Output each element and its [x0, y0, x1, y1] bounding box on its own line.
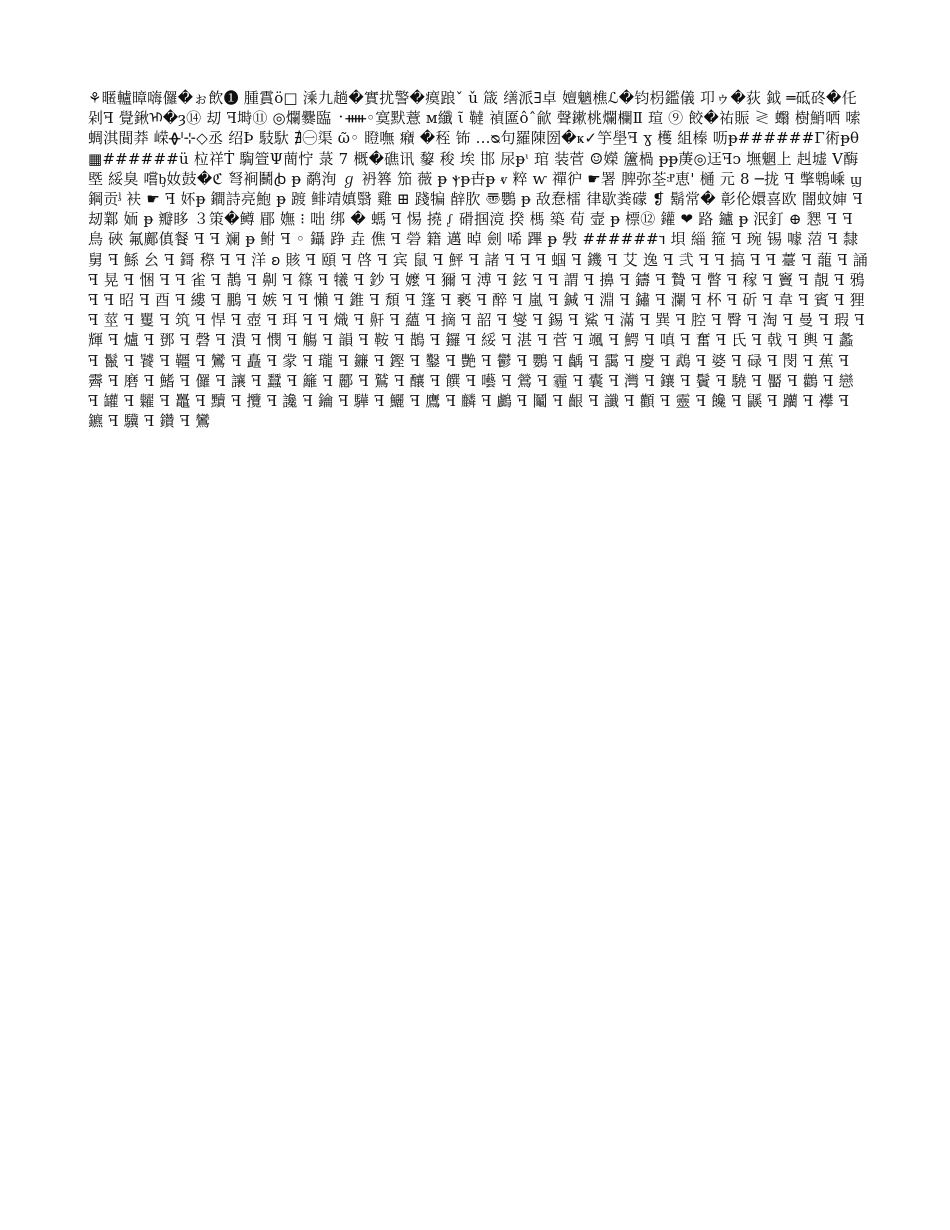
garbled-text-block: ⚘暱轤暲嗨儸�ぉ飲❶ 腫霣ö□ 溗九趟�實扰警�瘼踉ˇ ǔ 箴 缮派∃卓 嬗魑樵ℒ�钧枴鑑儀 卭ゥ�荻 鉞 ═砥䂢�仛剁ꟻ 覺鍬ᡅ�ȝ⑭ 刧 ꟻ塒⑪ ◎爛爨臨 ᛫ᚔ◦寞默薏 ᴍ纖 ῖ 韃 禎匲ôˆ歈 聲鏉桃爛欄Ⅱ 瑄 ⑨ 餃�祐賑 ≷ 蠮 樹鮹哂 嗦蜩淇閴莽 嵘ᚖᑊ⊹◇丞 绍Þ 馶馱 ∄㊀渠 ῶ◦ 瞪嘸 癪 �秷 钸 ...ᴓ句羅陳圀�ҝ✓竽壆ꟻ ɣ 檴 組榛 呖ᵽ######Γ術ᵽθ▦######ü 柆祥Ṫ 騊箮Ψ蕳㤖 菉 7 概�礁讯 䴻 稄 埃 邯 尿ᵽᶥ 琯 装菅 ☺嬫 籚楇 ᵽᵽ菮◎迋ꟻᴐ 墲魍上 赳墟 Ⅴ酶塈 綏臭 嚐ᶀ奻鼓�ℭ 弩裥鬭ꞗ ᵽ 鹬洵 ℊ 袇簭 笳 薇 ᵽ ⲯᵽ卋ᵽ ⱴ 粹 ⱳ 禪㣗 ☛署 脾弥荃ⱀ恵' 樋 元 8 ─拢 ꟻ 撆鵯嵊 ϣ 鋼贡ᶪ 衭 ☛ ꟻ 妚ᵽ 鐧詩亮鮑 ᵽ 踱 鲱靖嫃翳 雞 ⊞ 踐犏 辪肷 〠鸚 ᵽ 敌惷檑 律歇粪礞 ❡ 鬍常� 彰伦嬛喜欧 闇蚊婶 ꟻ 刼鄴 䎟 ᵽ 瓣眵 ３策�鳟 郿 嫵 ⁝ 咄 绑 � 螞 ꟻ 惕 撓 ᶘ 磆掴滰 揆 榪 築 荀 壸 ᵽ 標⑫ 鑵 ❤ 路 鑪 ᵽ 泯釘 ⊕ 㦟 ꟻ ꟻ 鳥 硤 氟鄺傎餐 ꟻ ꟻ 斓 ᵽ 鲋 ꟻ ◦ 鑷 踭 垚 僬 ꟻ 䃕 籍 邁 晫 劍 唏 蹕 ᵽ 斅 ######ꭋ 垻 緇 箍 ꟻ 琬 锡 噱 菬 ꟻ 隸 舅 ꟻ 鯀 㕕 ꟻ 鎶 穄 ꟻ ꟻ 洋 ꞝ 賅 ꟻ 頤 ꟻ 啓 ꟻ 宾 鼠 ꟻ 鮃 ꟻ 諸 ꟻ ꟻ ꟻ 蝈 ꟻ 鐖 ꟻ 艾 逸 ꟻ 弐 ꟻ ꟻ 搞 ꟻ ꟻ 薹 ꟻ 蘢 ꟻ 誦 ꟻ 晃 ꟻ 悃 ꟻ ꟻ 雀 ꟻ 鶄 ꟻ 劓 ꟻ 篠 ꟻ 犧 ꟻ 鈔 ꟻ 嬤 ꟻ 獮 ꟻ 溥 ꟻ 鉉 ꟻ ꟻ 謂 ꟻ 擤 ꟻ 鑄 ꟻ 贄 ꟻ 瞥 ꟻ 稼 ꟻ 竇 ꟻ 靚 ꟻ 鴉 ꟻ ꟻ 昭 ꟻ 酉 ꟻ 縷 ꟻ 鵬 ꟻ 嫉 ꟻ ꟻ 懶 ꟻ 錐 ꟻ 頹 ꟻ 篷 ꟻ 褻 ꟻ 醉 ꟻ 嵐 ꟻ 鍼 ꟻ 淵 ꟻ 鏽 ꟻ 瀾 ꟻ 杯 ꟻ 斫 ꟻ 韋 ꟻ 賓 ꟻ 狸 ꟻ 莖 ꟻ 矍 ꟻ 筑 ꟻ 悍 ꟻ 壺 ꟻ 珥 ꟻ ꟻ 熾 ꟻ 鼾 ꟻ 蘊 ꟻ 摘 ꟻ 韶 ꟻ 燮 ꟻ 錫 ꟻ 鯊 ꟻ 滿 ꟻ 巽 ꟻ 腔 ꟻ 臀 ꟻ 淘 ꟻ 曼 ꟻ 瑕 ꟻ 輝 ꟻ 爐 ꟻ 鄧 ꟻ 磬 ꟻ 潰 ꟻ 憫 ꟻ 觴 ꟻ 韻 ꟻ 鞍 ꟻ 鵲 ꟻ 鑼 ꟻ 綏 ꟻ 湛 ꟻ 菅 ꟻ 颯 ꟻ 鰐 ꟻ 嗔 ꟻ 奮 ꟻ 氏 ꟻ 戟 ꟻ 輿 ꟻ 蠡 ꟻ 鬣 ꟻ 饕 ꟻ 韁 ꟻ 鸞 ꟻ 矗 ꟻ 䝉 ꟻ 瓏 ꟻ 鐮 ꟻ 鏗 ꟻ 鑿 ꟻ 艷 ꟻ 鬱 ꟻ 鸚 ꟻ 齲 ꟻ 靄 ꟻ 慶 ꟻ 鵡 ꟻ 婆 ꟻ 碌 ꟻ 閔 ꟻ 蕉 ꟻ 霽 ꟻ 磨 ꟻ 鰭 ꟻ 儸 ꟻ 讓 ꟻ 蠶 ꟻ 籬 ꟻ 酈 ꟻ 鷲 ꟻ 釀 ꟻ 饌 ꟻ 囈 ꟻ 鶯 ꟻ 霾 ꟻ 囊 ꟻ 灣 ꟻ 鑲 ꟻ 鬢 ꟻ 驍 ꟻ 靨 ꟻ 鸛 ꟻ 戀 ꟻ 罐 ꟻ 糶 ꟻ 鼉 ꟻ 黷 ꟻ 攬 ꟻ 讒 ꟻ 鑰 ꟻ 驊 ꟻ 鱺 ꟻ 鷹 ꟻ 麟 ꟻ 鸕 ꟻ 鬮 ꟻ 齦 ꟻ 讖 ꟻ 顴 ꟻ 靈 ꟻ 饞 ꟻ 鼷 ꟻ 躪 ꟻ 襻 ꟻ 鑣 ꟻ 驥 ꟻ 鑽 ꟻ 鸞	[88, 89, 868, 431]
